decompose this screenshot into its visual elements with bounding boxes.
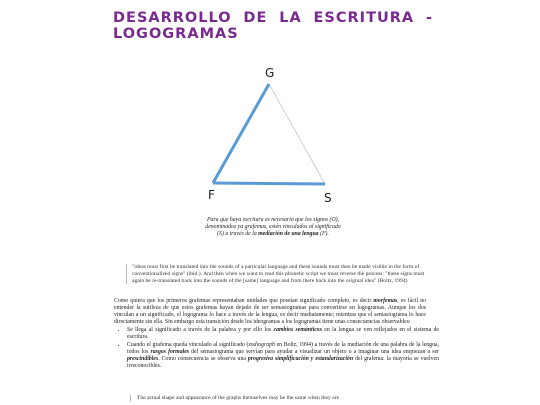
vertex-label-s: S xyxy=(324,191,332,205)
list-text: del grafema: la mayoría se vuelven irreconocibles. xyxy=(127,356,439,370)
block-quote-2: The actual shape and appearance of the graphs themselves may be the same when they are xyxy=(130,395,427,402)
vertex-label-f: F xyxy=(208,188,215,202)
title-word: - xyxy=(425,10,433,26)
title-word: DE xyxy=(243,10,268,26)
list-emphasis: cambios semánticos xyxy=(273,327,322,333)
caption-text-end: (F). xyxy=(318,231,329,238)
page-title xyxy=(113,10,433,42)
paragraph-text: , es fácil no entender la sutileza de que estos grafemas hayan dejado de ser semasiogramas para convertirse en logogramas. Aunque los dos vinculan a un significado, el logograma lo hace a través de la lengua, es decir mediatamente; mientras que el semasiograma lo hace directamente sin ella. Sin embargo esta transición desde los ideogramas a los logogramas tiene unas consecuencias observables: xyxy=(114,298,426,326)
edge-f-s xyxy=(213,183,325,184)
list-text: en la lengua se ven reflejados en el sistema de escritura. xyxy=(127,327,439,341)
paragraph-emphasis: morfemas xyxy=(373,298,398,304)
list-text: Se llega al significado a través de la palabra y por ello los xyxy=(127,327,274,333)
list-item xyxy=(127,342,439,370)
list-emphasis: progresiva simplificación y estandarización xyxy=(247,356,354,363)
block-quote: "ideas must first be translated into the sounds of a particular language and these sounds must then be made visible in the form of conventionalized signs" (ibid.). And then when we want to read this phonetic script we must reverse the process: "these signs must again be re-translated back into the sounds of the [same] language and from there back into the original idea" (Boltz, 1994) xyxy=(126,264,427,284)
list-item xyxy=(127,327,439,341)
vertex-label-g: G xyxy=(265,66,275,80)
list-text: Cuando el grafema queda vinculado al significado ( xyxy=(127,342,249,349)
edge-g-s xyxy=(269,84,325,184)
list-text: . Como consecuencia se observa una xyxy=(158,356,248,363)
list-emphasis: rasgos formales xyxy=(150,349,190,356)
title-word: DESARROLLO xyxy=(113,10,232,26)
caption-emphasis: mediación de una lengua xyxy=(258,231,319,238)
figure-caption xyxy=(203,217,343,239)
consequences-list xyxy=(114,327,439,372)
title-word: LA xyxy=(279,10,302,26)
title-word: ESCRITURA xyxy=(313,10,415,26)
list-citation: zodiograph xyxy=(248,342,275,349)
body-paragraph xyxy=(114,298,426,326)
semiotic-triangle-diagram xyxy=(190,62,350,207)
list-text: en Boltz, 1994) a través de la mediación de una palabra de la lengua, todos los xyxy=(127,342,439,356)
paragraph-text: Como quiera que los primeros grafemas representaban unidades que poseían significado completo, es decir xyxy=(114,298,374,304)
list-emphasis: prescindibles xyxy=(127,356,159,363)
caption-text: Para que haya escritura es necesario que los signos (O), denominados ya grafemas, estén vinculados al significado (S) a través de la xyxy=(205,217,341,238)
list-text: del semasiograma que servían para ayudar a visualizar un objeto o a imaginar una idea empiezan a ser xyxy=(189,349,439,356)
title-line2: LOGOGRAMAS xyxy=(113,26,239,42)
edge-g-f xyxy=(213,84,269,183)
